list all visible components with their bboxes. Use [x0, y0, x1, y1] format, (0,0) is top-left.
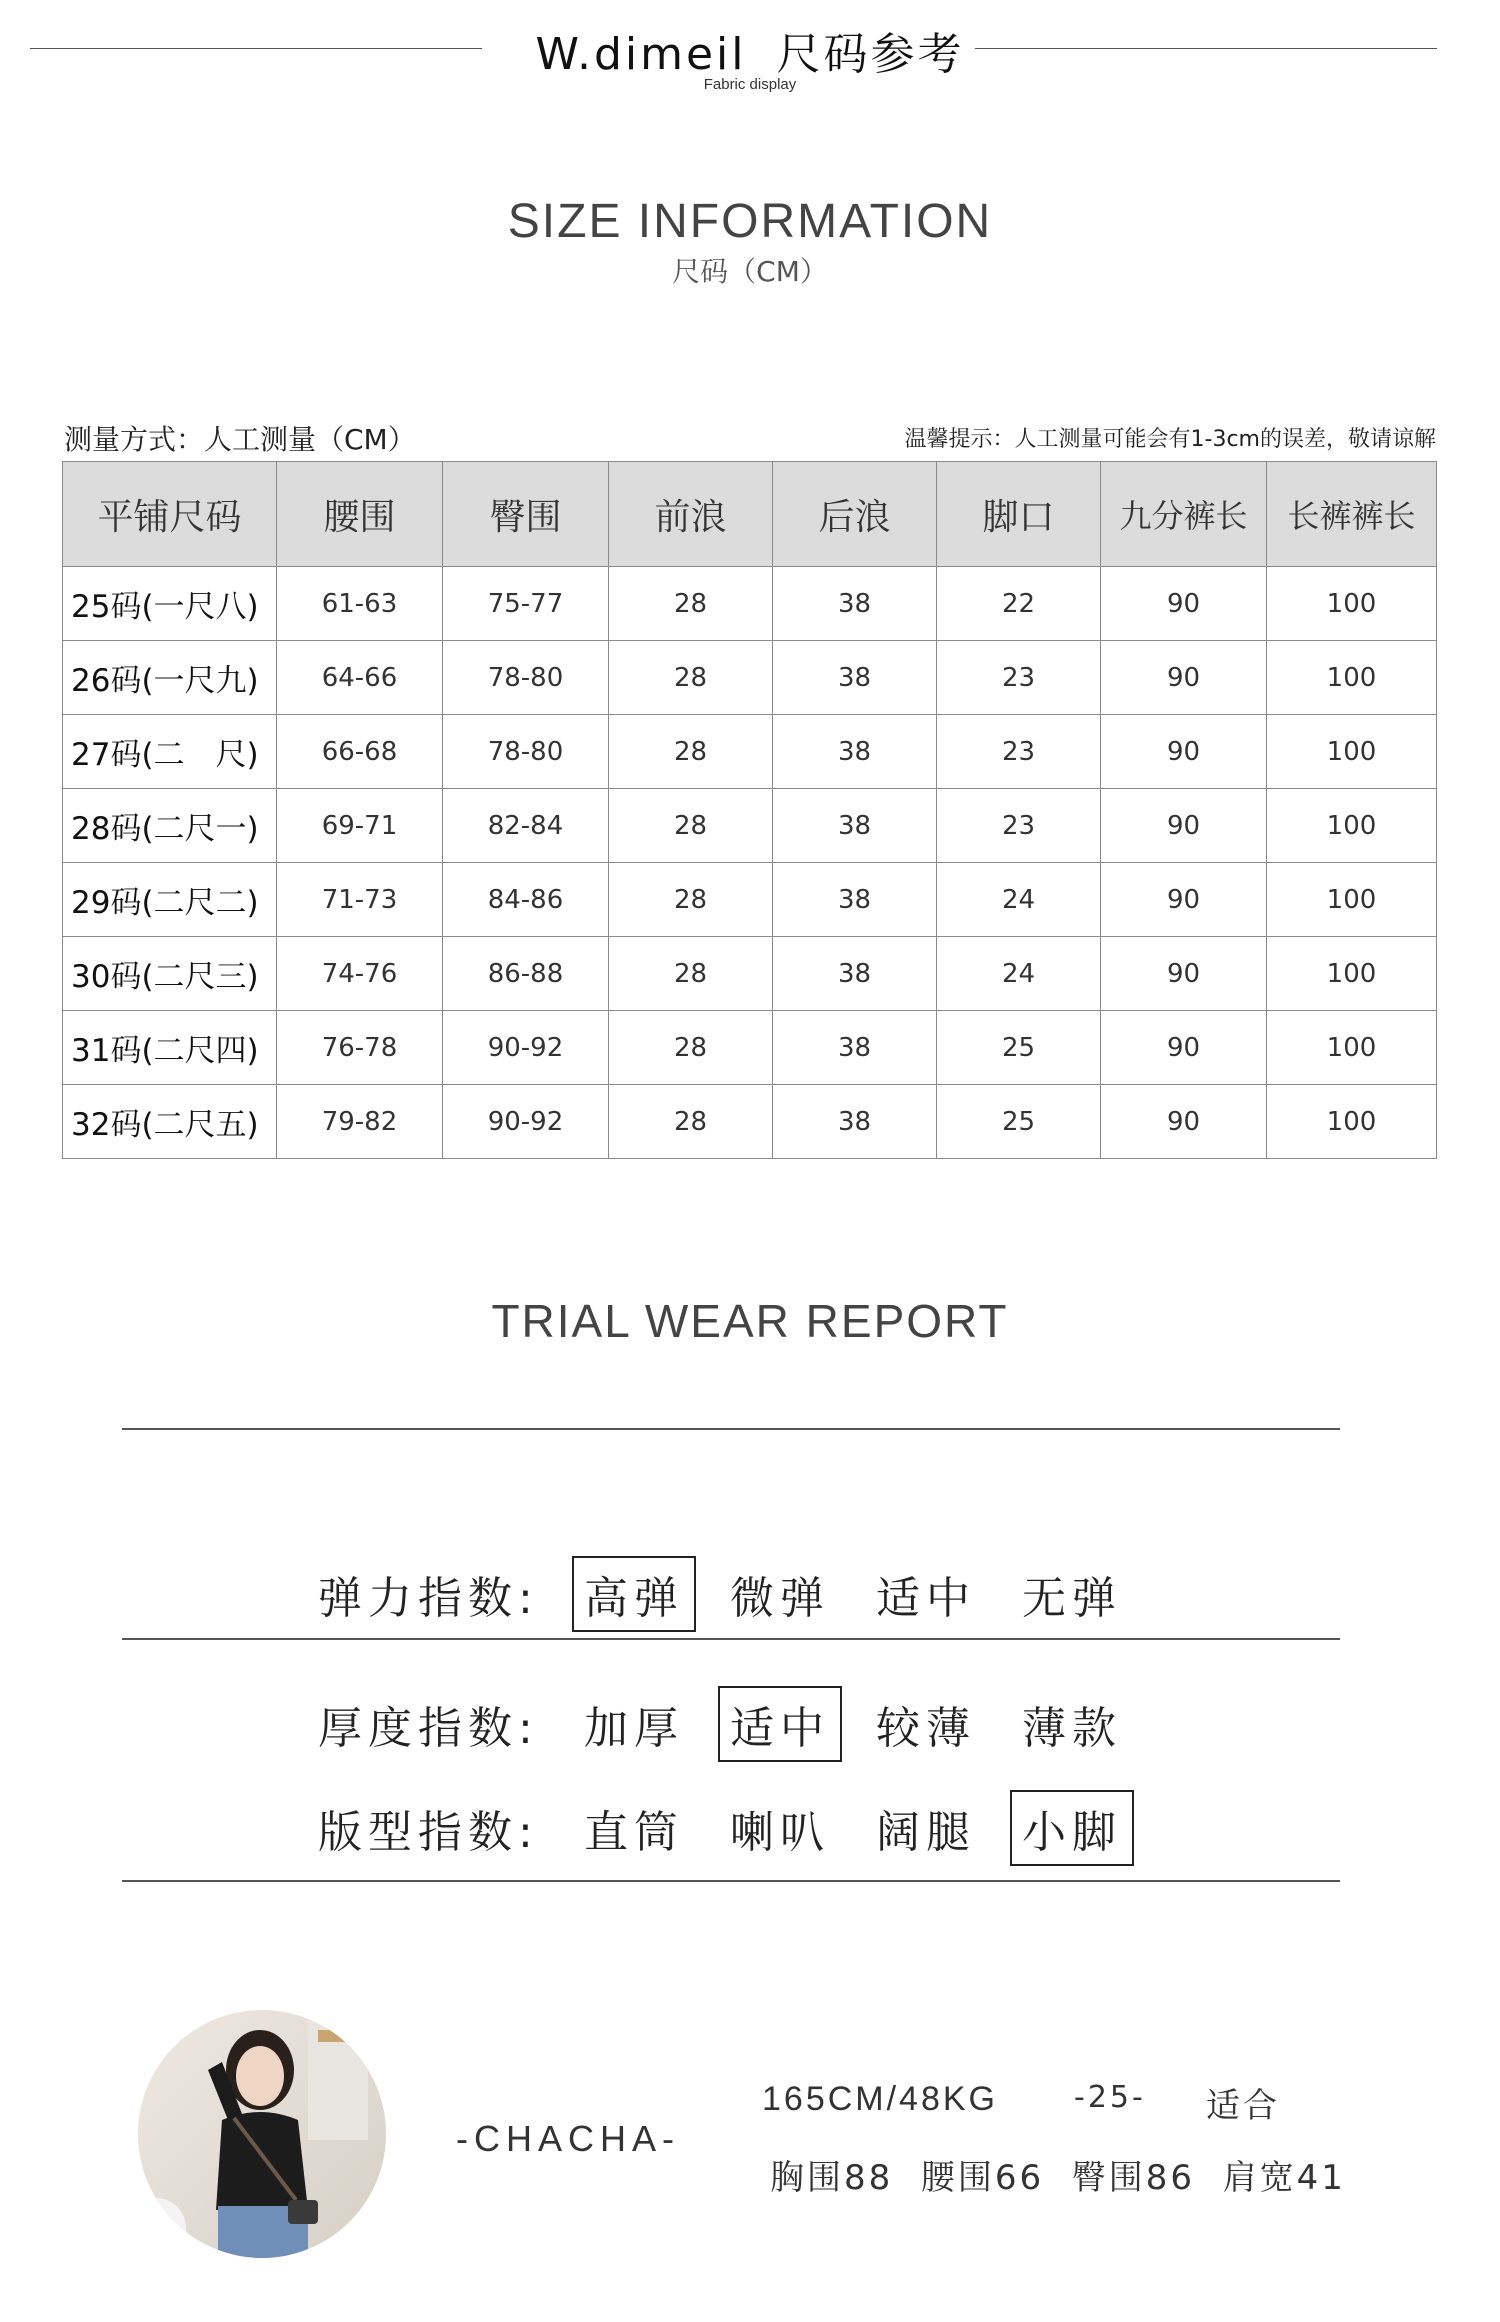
size-value-cell: 86-88 [443, 937, 609, 1011]
size-value-cell: 78-80 [443, 641, 609, 715]
brand-name: W.dimeil [535, 29, 747, 80]
size-value-cell: 25 [937, 1085, 1101, 1159]
size-value-cell: 66-68 [277, 715, 443, 789]
thickness-option: 加厚 [584, 1703, 684, 1754]
size-value-cell: 90 [1101, 567, 1267, 641]
size-value-cell: 38 [773, 937, 937, 1011]
model-fit: 适合 [1206, 2086, 1280, 2126]
size-value-cell: 28 [609, 863, 773, 937]
model-name: -CHACHA- [456, 2118, 680, 2159]
size-value-cell: 24 [937, 863, 1101, 937]
size-value-cell: 28 [609, 1011, 773, 1085]
size-value-cell: 90 [1101, 1011, 1267, 1085]
size-table-header-cell: 后浪 [773, 462, 937, 567]
size-value-cell: 69-71 [277, 789, 443, 863]
elasticity-option: 适中 [876, 1573, 976, 1624]
size-value-cell: 90 [1101, 789, 1267, 863]
size-value-cell: 74-76 [277, 937, 443, 1011]
size-table-row [63, 1085, 1437, 1159]
thickness-option-selected: 适中 [718, 1686, 842, 1762]
size-value-cell: 25 [937, 1011, 1101, 1085]
trial-report-title: TRIAL WEAR REPORT [491, 1295, 1009, 1347]
measure-method-note: 测量方式：人工测量（CM） [64, 423, 416, 456]
size-value-cell: 38 [773, 641, 937, 715]
size-label-cell: 29码(二尺二) [63, 863, 277, 937]
size-label-cell: 26码(一尺九) [63, 641, 277, 715]
size-value-cell: 28 [609, 789, 773, 863]
size-value-cell: 90-92 [443, 1085, 609, 1159]
size-value-cell: 38 [773, 1011, 937, 1085]
size-value-cell: 23 [937, 789, 1101, 863]
size-value-cell: 100 [1267, 863, 1437, 937]
size-table-header-cell: 脚口 [937, 462, 1101, 567]
size-table-row [63, 937, 1437, 1011]
size-value-cell: 76-78 [277, 1011, 443, 1085]
size-value-cell: 100 [1267, 567, 1437, 641]
size-value-cell: 90 [1101, 715, 1267, 789]
size-info-subtitle: 尺码（CM） [672, 255, 828, 288]
brand-subtitle: Fabric display [703, 76, 797, 93]
size-value-cell: 90 [1101, 1085, 1267, 1159]
size-table-header-cell: 臀围 [443, 462, 609, 567]
size-value-cell: 38 [773, 1085, 937, 1159]
size-value-cell: 79-82 [277, 1085, 443, 1159]
size-value-cell: 38 [773, 863, 937, 937]
fit-option-selected: 小脚 [1010, 1790, 1134, 1866]
size-value-cell: 90 [1101, 863, 1267, 937]
model-size: -25- [1074, 2080, 1146, 2115]
brand-title-cn: 尺码参考 [776, 29, 965, 80]
thickness-label: 厚度指数: [318, 1703, 539, 1754]
size-value-cell: 100 [1267, 1085, 1437, 1159]
size-label-cell: 25码(一尺八) [63, 567, 277, 641]
elasticity-option: 无弹 [1022, 1573, 1122, 1624]
size-value-cell: 28 [609, 567, 773, 641]
elasticity-label: 弹力指数: [318, 1573, 539, 1624]
report-divider-bottom [122, 1880, 1340, 1882]
size-table-row [63, 641, 1437, 715]
size-value-cell: 28 [609, 641, 773, 715]
size-table-header-cell: 平铺尺码 [63, 462, 277, 567]
size-value-cell: 23 [937, 641, 1101, 715]
size-table-header-cell: 长裤裤长 [1267, 462, 1437, 567]
size-value-cell: 38 [773, 789, 937, 863]
size-table-row [63, 567, 1437, 641]
size-table-header-row [63, 462, 1437, 567]
size-value-cell: 22 [937, 567, 1101, 641]
fit-option: 喇叭 [730, 1807, 830, 1858]
size-label-cell: 32码(二尺五) [63, 1085, 277, 1159]
size-table-header-cell: 九分裤长 [1101, 462, 1267, 567]
model-height-weight: 165CM/48KG [762, 2080, 998, 2118]
size-value-cell: 84-86 [443, 863, 609, 937]
fit-option: 阔腿 [876, 1807, 976, 1858]
size-label-cell: 28码(二尺一) [63, 789, 277, 863]
brand-title [0, 18, 1500, 82]
size-table-row [63, 863, 1437, 937]
size-value-cell: 100 [1267, 937, 1437, 1011]
size-table-row [63, 715, 1437, 789]
size-table-body [63, 567, 1437, 1159]
size-value-cell: 28 [609, 1085, 773, 1159]
size-value-cell: 75-77 [443, 567, 609, 641]
size-value-cell: 90-92 [443, 1011, 609, 1085]
size-value-cell: 78-80 [443, 715, 609, 789]
fit-label: 版型指数: [318, 1807, 539, 1858]
size-value-cell: 23 [937, 715, 1101, 789]
size-value-cell: 64-66 [277, 641, 443, 715]
thickness-option: 较薄 [876, 1703, 976, 1754]
size-table-row [63, 1011, 1437, 1085]
size-label-cell: 30码(二尺三) [63, 937, 277, 1011]
size-value-cell: 28 [609, 937, 773, 1011]
size-value-cell: 100 [1267, 1011, 1437, 1085]
thickness-option: 薄款 [1022, 1703, 1122, 1754]
size-value-cell: 71-73 [277, 863, 443, 937]
report-divider-mid [122, 1638, 1340, 1640]
size-table [62, 461, 1437, 1159]
model-avatar [138, 2010, 386, 2258]
size-value-cell: 28 [609, 715, 773, 789]
fit-option: 直筒 [584, 1807, 684, 1858]
size-value-cell: 61-63 [277, 567, 443, 641]
size-table-header-cell: 前浪 [609, 462, 773, 567]
model-measurements: 胸围88 腰围66 臀围86 肩宽41 [770, 2158, 1346, 2198]
measure-tip-note: 温馨提示：人工测量可能会有1-3cm的误差，敬请谅解 [904, 427, 1436, 452]
elasticity-option-selected: 高弹 [572, 1556, 696, 1632]
size-value-cell: 82-84 [443, 789, 609, 863]
size-value-cell: 100 [1267, 715, 1437, 789]
size-table-row [63, 789, 1437, 863]
size-table-header-cell: 腰围 [277, 462, 443, 567]
size-value-cell: 38 [773, 567, 937, 641]
size-value-cell: 100 [1267, 789, 1437, 863]
size-label-cell: 31码(二尺四) [63, 1011, 277, 1085]
size-value-cell: 38 [773, 715, 937, 789]
size-value-cell: 100 [1267, 641, 1437, 715]
size-info-title: SIZE INFORMATION [507, 195, 993, 248]
size-value-cell: 90 [1101, 937, 1267, 1011]
elasticity-option: 微弹 [730, 1573, 830, 1624]
size-value-cell: 24 [937, 937, 1101, 1011]
size-label-cell: 27码(二 尺) [63, 715, 277, 789]
size-value-cell: 90 [1101, 641, 1267, 715]
report-divider-top [122, 1428, 1340, 1430]
